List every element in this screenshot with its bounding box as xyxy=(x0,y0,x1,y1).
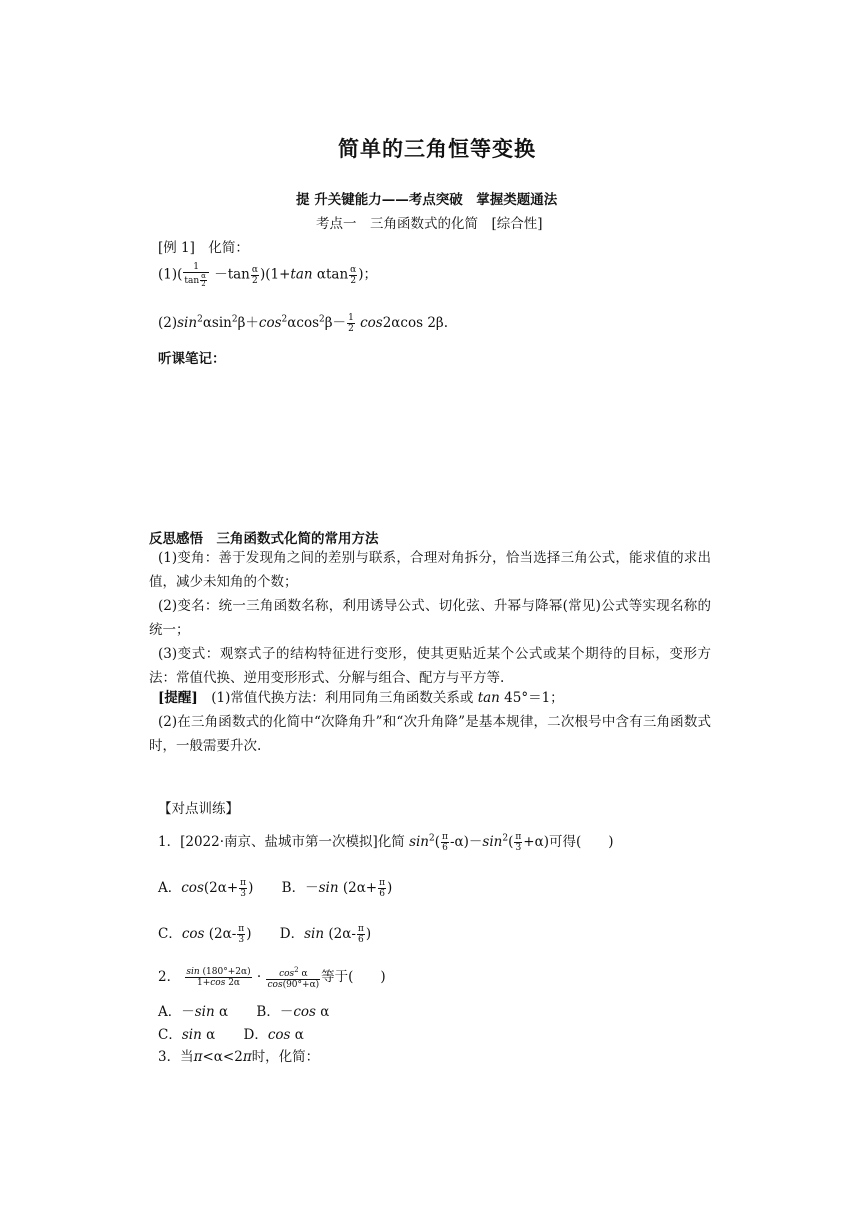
option-b: B．－cos α xyxy=(256,1004,330,1020)
question-2-options-cd xyxy=(158,1023,304,1043)
page-title: 简单的三角恒等变换 xyxy=(338,136,536,161)
option-c: C．cos (2α- $\frac{\pi}{3}$ ) xyxy=(158,924,252,945)
reflect-heading: 反思感悟 三角函数式化简的常用方法 xyxy=(149,531,379,547)
section-heading-text: 提 升关键能力——考点突破 掌握类题通法 xyxy=(296,192,558,208)
option-d: D．sin (2α- $\frac{\pi}{6}$ ) xyxy=(279,924,372,945)
option-a: A．－sin α xyxy=(158,1004,229,1020)
example-expression-1: (1)( 1 tan $\frac{\alpha}{2}$ －tan $\frac{\alpha}{2}$ )(1+tan αtan $\frac{\alpha}{2}$ )； xyxy=(158,262,377,288)
fraction: $\frac{\sin (180^\circ+2\alpha)}{1+\cos 2\alpha}$ xyxy=(186,967,251,988)
option-b: B．－sin (2α+ $\frac{\pi}{6}$ ) xyxy=(281,878,393,899)
question-3: 3．当π<α<2π时，化简： xyxy=(158,1049,320,1065)
option-d: D．cos α xyxy=(243,1027,304,1043)
example-label: [例 1] 化简： xyxy=(158,240,249,256)
reminder-line-1: [提醒] (1)常值代换方法：利用同角三角函数关系或 tan 45°＝1； xyxy=(158,690,564,706)
reflect-paragraph-3: (3)变式：观察式子的结构特征进行变形，使其更贴近某个公式或某个期待的目标，变形方法：常值代换、逆用变形形式、分解与组合、配方与平方等. xyxy=(149,646,711,686)
section-heading xyxy=(296,188,557,208)
fraction: $\frac{\alpha}{2}$ xyxy=(350,264,357,286)
option-c: C．sin α xyxy=(158,1027,216,1043)
reflect-paragraph-1: (1)变角：善于发现角之间的差别与联系，合理对角拆分，恰当选择三角公式，能求值的求出值，减少未知角的个数； xyxy=(149,550,711,590)
practice-heading: 【对点训练】 xyxy=(158,801,239,817)
question-1: 1．[2022·南京、盐城市第一次模拟]化简 $\sin^2$( $\frac{\pi}{6}$ $-\alpha)-\sin^2$( $\frac{\pi}{3}$ +α)可得( ) xyxy=(158,832,614,853)
fraction: $\frac{1}{2}$ xyxy=(348,313,354,334)
notes-label: 听课笔记： xyxy=(158,351,226,367)
option-a: A．cos(2α+ $\frac{\pi}{3}$ ) xyxy=(158,878,254,899)
topic-heading: 考点一 三角函数式的化简 [综合性] xyxy=(316,216,543,232)
fraction: $\frac{\cos^2 \alpha}{\cos(90^\circ+\alpha)}$ xyxy=(267,966,320,990)
question-2: 2． $\frac{\sin (180^\circ+2\alpha)}{1+\cos 2\alpha}$ · $\frac{\cos^2 \alpha}{\cos(90^\circ+\alpha)}$ 等于( ) xyxy=(158,966,386,990)
question-1-options-ab xyxy=(158,876,392,899)
reflect-paragraph-2: (2)变名：统一三角函数名称，利用诱导公式、切化弦、升幂与降幂(常见)公式等实现名称的统一； xyxy=(149,598,711,638)
reminder-line-2: (2)在三角函数式的化简中“次降角升”和“次升角降”是基本规律，二次根号中含有三角函数式时，一般需要升次. xyxy=(149,714,711,754)
question-2-options-ab xyxy=(158,1000,329,1020)
fraction: $\frac{\alpha}{2}$ xyxy=(251,264,258,286)
fraction: 1 tan $\frac{\alpha}{2}$ xyxy=(183,262,209,288)
question-1-options-cd xyxy=(158,922,371,945)
example-expression-2: $(2)\sin^2\alpha\sin^2\beta+\cos^2\alpha\cos^2\beta-$ $\frac{1}{2}$ cos2αcos 2β. xyxy=(158,313,449,334)
